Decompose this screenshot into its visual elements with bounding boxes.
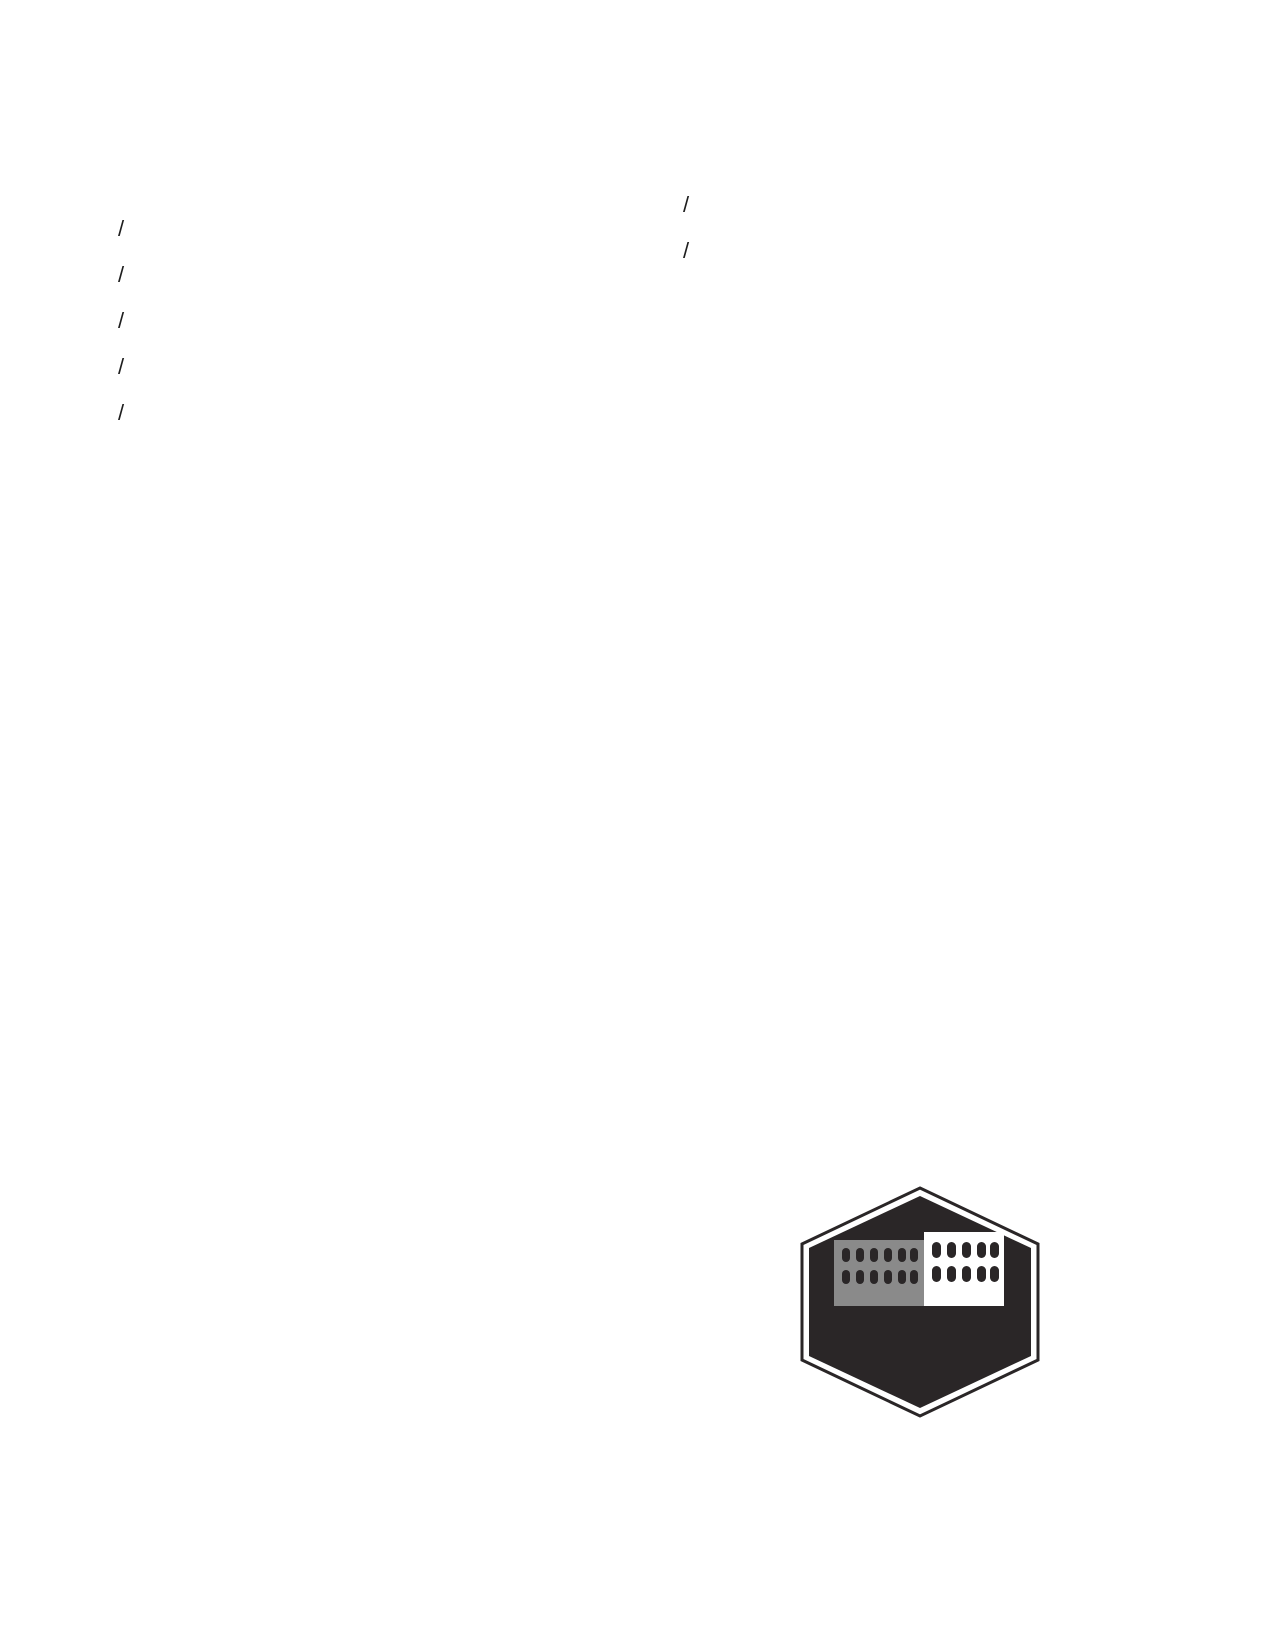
price-separator: / <box>683 238 690 263</box>
menu-item <box>112 398 612 428</box>
price-separator: / <box>118 216 125 241</box>
menu-header <box>0 40 1275 42</box>
menu-item <box>112 260 612 290</box>
item-name <box>677 190 1157 220</box>
item-name <box>112 398 612 428</box>
price-separator: / <box>118 354 125 379</box>
right-column <box>677 170 1157 310</box>
menu-item <box>677 236 1157 266</box>
menu-item <box>112 352 612 382</box>
item-name <box>677 236 1157 266</box>
menu-item <box>112 214 612 244</box>
menu-item <box>677 190 1157 220</box>
price-separator: / <box>118 400 125 425</box>
sushi-list <box>677 190 1157 266</box>
building-icon <box>834 1232 1004 1306</box>
hotel-logo <box>790 1182 1050 1422</box>
item-name <box>112 306 612 336</box>
item-name <box>112 352 612 382</box>
price-separator: / <box>118 262 125 287</box>
price-separator: / <box>683 192 690 217</box>
sammies-list <box>112 214 612 428</box>
price-separator: / <box>118 308 125 333</box>
item-name <box>112 260 612 290</box>
item-name <box>112 214 612 244</box>
left-column <box>112 170 612 444</box>
menu-item <box>112 306 612 336</box>
